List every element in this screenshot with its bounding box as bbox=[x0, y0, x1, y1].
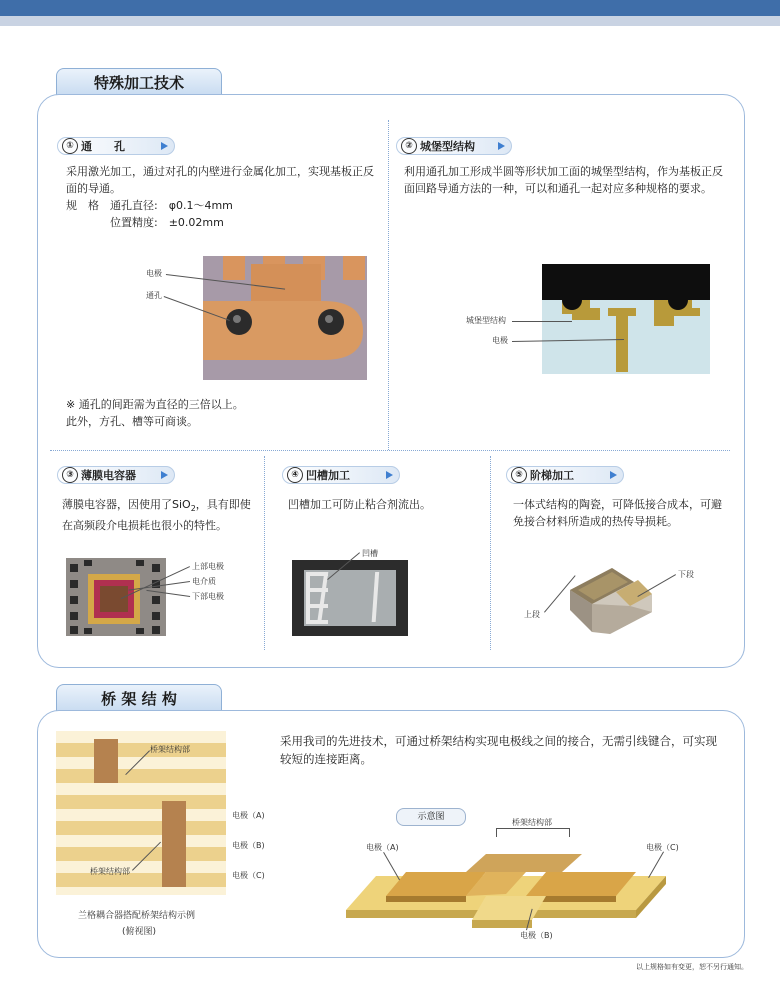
thin-film-heading bbox=[57, 466, 175, 484]
castellation-number: ② bbox=[401, 138, 417, 154]
via-heading bbox=[57, 137, 175, 155]
arrow-right-icon bbox=[386, 471, 393, 479]
thin-film-label-lower: 下部电极 bbox=[192, 592, 224, 601]
lange-coupler-diagram bbox=[56, 731, 226, 895]
section-title-bridge: 桥 架 结 构 bbox=[56, 684, 222, 711]
divider-vertical-bottom-1 bbox=[264, 456, 265, 650]
groove-description: 凹槽加工可防止粘合剂流出。 bbox=[288, 498, 431, 511]
diagram-label-c: 电极（C) bbox=[646, 843, 679, 852]
header-subbar bbox=[0, 16, 780, 26]
diagram-label-a: 电极（A) bbox=[366, 843, 399, 852]
via-photo bbox=[203, 256, 367, 380]
header-bar bbox=[0, 0, 780, 16]
thin-film-desc-part2: ，具有即使在高频段介电损耗也很小的特性。 bbox=[62, 498, 251, 533]
thin-film-label-upper: 上部电极 bbox=[192, 562, 224, 571]
via-title: 通 孔 bbox=[81, 140, 125, 153]
bridge-label-bottom: 桥架结构部 bbox=[90, 867, 130, 876]
diagram-label-b: 电极（B) bbox=[520, 931, 553, 940]
via-spec-accuracy: 位置精度: ±0.02mm bbox=[110, 216, 224, 229]
via-note-2: 此外，方孔、槽等可商谈。 bbox=[66, 415, 198, 428]
diagram-label-bridge: 桥架结构部 bbox=[512, 818, 552, 827]
thin-film-desc-subscript: 2 bbox=[190, 504, 196, 514]
thin-film-photo bbox=[66, 558, 166, 636]
via-number: ① bbox=[62, 138, 78, 154]
via-label-via: 通孔 bbox=[146, 291, 162, 300]
lange-label-c: 电极（C) bbox=[232, 871, 265, 880]
step-description: 一体式结构的陶瓷，可降低接合成本，可避免接合材料所造成的热传导损耗。 bbox=[513, 498, 722, 528]
arrow-right-icon bbox=[161, 471, 168, 479]
footer-note: 以上规格如有变更，恕不另行通知。 bbox=[636, 963, 748, 971]
divider-vertical-top bbox=[388, 120, 389, 450]
step-heading bbox=[506, 466, 624, 484]
thin-film-desc-part1: 薄膜电容器，因使用了SiO bbox=[62, 498, 191, 511]
divider-horizontal bbox=[50, 450, 730, 451]
via-label-electrode: 电极 bbox=[146, 269, 162, 278]
arrow-right-icon bbox=[161, 142, 168, 150]
lange-caption: 兰格耦合器搭配桥架结构示例 bbox=[78, 911, 196, 921]
section-title-special-processing: 特殊加工技术 bbox=[56, 68, 222, 95]
groove-number: ④ bbox=[287, 467, 303, 483]
step-label-lower: 下段 bbox=[678, 570, 694, 579]
thin-film-title: 薄膜电容器 bbox=[81, 469, 136, 482]
step-photo bbox=[556, 560, 668, 636]
step-label-upper: 上段 bbox=[524, 610, 540, 619]
castellation-label-electrode: 电极 bbox=[492, 336, 508, 345]
thin-film-description bbox=[62, 496, 258, 534]
thin-film-label-dielectric: 电介质 bbox=[192, 577, 216, 586]
groove-title: 凹槽加工 bbox=[306, 469, 350, 482]
thin-film-number: ③ bbox=[62, 467, 78, 483]
bridge-description: 采用我司的先进技术，可通过桥架结构实现电极线之间的接合，无需引线键合，可实现较短的连接距离。 bbox=[280, 734, 717, 766]
castellation-photo bbox=[542, 264, 710, 374]
groove-photo bbox=[292, 560, 408, 636]
via-note-1: ※ 通孔的间距需为直径的三倍以上。 bbox=[66, 398, 244, 411]
via-spec-diameter: 通孔直径: φ0.1～4mm bbox=[110, 199, 233, 212]
lange-label-b: 电极（B) bbox=[232, 841, 265, 850]
lange-label-a: 电极（A) bbox=[232, 811, 265, 820]
lange-caption-view: (俯视图) bbox=[122, 927, 157, 937]
diagram-badge: 示意图 bbox=[396, 808, 466, 826]
castellation-label-structure: 城堡型结构 bbox=[466, 316, 506, 325]
groove-heading bbox=[282, 466, 400, 484]
step-title: 阶梯加工 bbox=[530, 469, 574, 482]
via-description: 采用激光加工，通过对孔的内壁进行金属化加工，实现基板正反面的导通。 bbox=[66, 165, 374, 195]
castellation-title: 城堡型结构 bbox=[420, 140, 475, 153]
bridge-label-top: 桥架结构部 bbox=[150, 745, 190, 754]
arrow-right-icon bbox=[498, 142, 505, 150]
groove-label: 凹槽 bbox=[362, 549, 378, 558]
via-spec-label: 规 格 bbox=[66, 199, 99, 212]
divider-vertical-bottom-2 bbox=[490, 456, 491, 650]
arrow-right-icon bbox=[610, 471, 617, 479]
castellation-heading bbox=[396, 137, 512, 155]
step-number: ⑤ bbox=[511, 467, 527, 483]
castellation-leader-structure bbox=[512, 321, 572, 322]
castellation-description: 利用通孔加工形成半圆等形状加工面的城堡型结构，作为基板正反面回路导通方法的一种，可以和通孔一起对应多种规格的要求。 bbox=[404, 165, 723, 195]
